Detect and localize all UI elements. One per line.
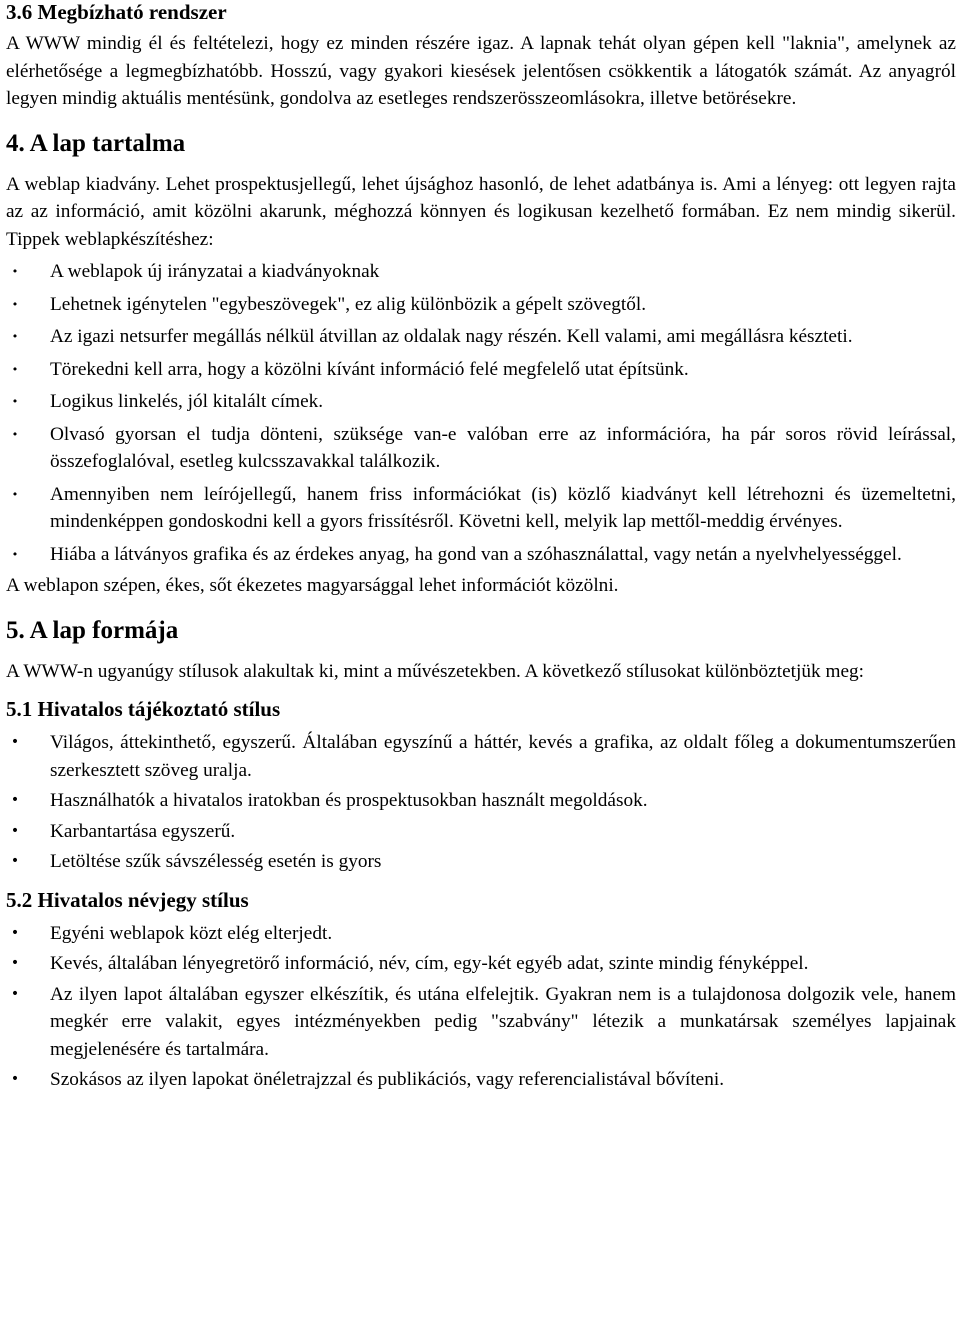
list-item-text: Használhatók a hivatalos iratokban és prospektusokban használt megoldások. <box>50 790 648 811</box>
bullet-icon: • <box>10 955 20 971</box>
paragraph-3-6: A WWW mindig él és feltételezi, hogy ez minden részére igaz. A lapnak tehát olyan gépen kell "laknia", amelynek az elérhetősége a legmegbízhatóbb. Hosszú, vagy gyakori kiesések jelentősen csökkentik a látogatók számát. Az anyagról legyen mindig aktuális mentésünk, gondolva az esetleges rendszerösszeomlásokra, illetve betörésekre. <box>6 33 956 109</box>
bullet-icon: • <box>11 547 19 561</box>
list-item-text: Az igazi netsurfer megállás nélkül átvillan az oldalak nagy részén. Kell valami, ami megállásra készteti. <box>50 326 853 347</box>
bullet-icon: • <box>11 362 19 376</box>
heading-3-6: 3.6 Megbízható rendszer <box>6 0 227 24</box>
list-item <box>6 421 956 476</box>
list-item <box>6 729 956 784</box>
list-item-text: Logikus linkelés, jól kitalált címek. <box>50 391 324 412</box>
list-item <box>6 291 956 319</box>
list-4 <box>6 258 956 568</box>
list-item <box>6 541 956 569</box>
paragraph-5: A WWW-n ugyanúgy stílusok alakultak ki, mint a művészetekben. A következő stílusokat különböztetjük meg: <box>6 660 865 682</box>
list-5-2 <box>6 920 956 1094</box>
list-item-text: Világos, áttekinthető, egyszerű. Általában egyszínű a háttér, kevés a grafika, az oldalt főleg a dokumentumszerűen szerkesztett szöveg uralja. <box>50 732 956 781</box>
list-item-text: Törekedni kell arra, hogy a közölni kívánt információ felé megfelelő utat építsünk. <box>50 358 689 380</box>
bullet-icon: • <box>11 330 19 343</box>
list-item <box>6 258 956 286</box>
list-item <box>6 848 956 876</box>
list-item <box>6 1066 956 1094</box>
list-item-text: Szokásos az ilyen lapokat önéletrajzzal és publikációs, vagy referencialistával bővíteni. <box>50 1069 725 1090</box>
bullet-icon: • <box>10 822 20 839</box>
heading-5: 5. A lap formája <box>6 616 179 644</box>
list-item-text: Olvasó gyorsan el tudja dönteni, szüksége van-e valóban erre az információra, ha pár soros rövid leírással, összefoglalóval, esetleg kulcsszavakkal találkozik. <box>50 423 956 472</box>
bullet-icon: • <box>10 924 20 941</box>
list-item-text: Kevés, általában lényegretörő információ, név, cím, egy-két egyéb adat, szinte mindig fényképpel. <box>50 953 809 974</box>
list-item-text: Amennyiben nem leírójellegű, hanem friss információkat (is) közlő kiadványt kell létrehozni és üzemeltetni, mindenképpen gondoskodni kell a gyors frissítésről. Követni kell, melyik lap mettől-meddig érvényes. <box>50 483 956 532</box>
heading-4: 4. A lap tartalma <box>6 129 186 157</box>
bullet-icon: • <box>11 487 19 501</box>
heading-5-1: 5.1 Hivatalos tájékoztató stílus <box>6 697 281 721</box>
list-item <box>6 950 956 978</box>
bullet-icon: • <box>10 1071 20 1087</box>
list-item <box>6 481 956 536</box>
heading-5-2: 5.2 Hivatalos névjegy stílus <box>6 887 249 912</box>
list-5-1 <box>6 729 956 876</box>
list-item-text: Az ilyen lapot általában egyszer elkészítik, és utána elfelejtik. Gyakran nem is a tulajdonosa dolgozik vele, hanem megkér erre valakit, egyes intézményekben pedig "szabvány" létezik a munkatársak személyes lapjainak megjelenésére és tartalmára. <box>50 983 956 1060</box>
bullet-icon: • <box>11 297 19 311</box>
list-item-text: Lehetnek igénytelen "egybeszövegek", ez alig különbözik a gépelt szövegtől. <box>50 293 647 315</box>
bullet-icon: • <box>10 985 20 1002</box>
bullet-icon: • <box>10 853 20 869</box>
bullet-icon: • <box>11 427 19 441</box>
list-item <box>6 920 956 948</box>
bullet-icon: • <box>10 734 20 750</box>
bullet-icon: • <box>10 792 20 808</box>
list-item <box>6 787 956 815</box>
list-item <box>6 356 956 384</box>
list-item-text: Egyéni weblapok közt elég elterjedt. <box>50 922 333 944</box>
list-item <box>6 388 956 416</box>
list-item <box>6 981 956 1064</box>
list-item-text: Hiába a látványos grafika és az érdekes anyag, ha gond van a szóhasználattal, vagy netán a nyelvhelyességgel. <box>50 543 902 565</box>
list-item <box>6 818 956 846</box>
paragraph-4-intro: A weblap kiadvány. Lehet prospektusjellegű, lehet újsághoz hasonló, de lehet adatbánya is. Ami a lényeg: ott legyen rajta az az információ, amit közölni akarunk, méghozzá könnyen és logikusan kezelhető formában. Ez nem mindig sikerül. Tippek weblapkészítéshez: <box>6 173 956 250</box>
list-item-text: Karbantartása egyszerű. <box>50 820 236 842</box>
paragraph-4-closing: A weblapon szépen, ékes, sőt ékezetes magyarsággal lehet információt közölni. <box>6 575 619 596</box>
bullet-icon: • <box>11 265 19 278</box>
bullet-icon: • <box>11 395 19 408</box>
list-item-text: Letöltése szűk sávszélesség esetén is gyors <box>50 851 382 872</box>
list-item <box>6 323 956 351</box>
list-item-text: A weblapok új irányzatai a kiadványoknak <box>50 261 380 282</box>
